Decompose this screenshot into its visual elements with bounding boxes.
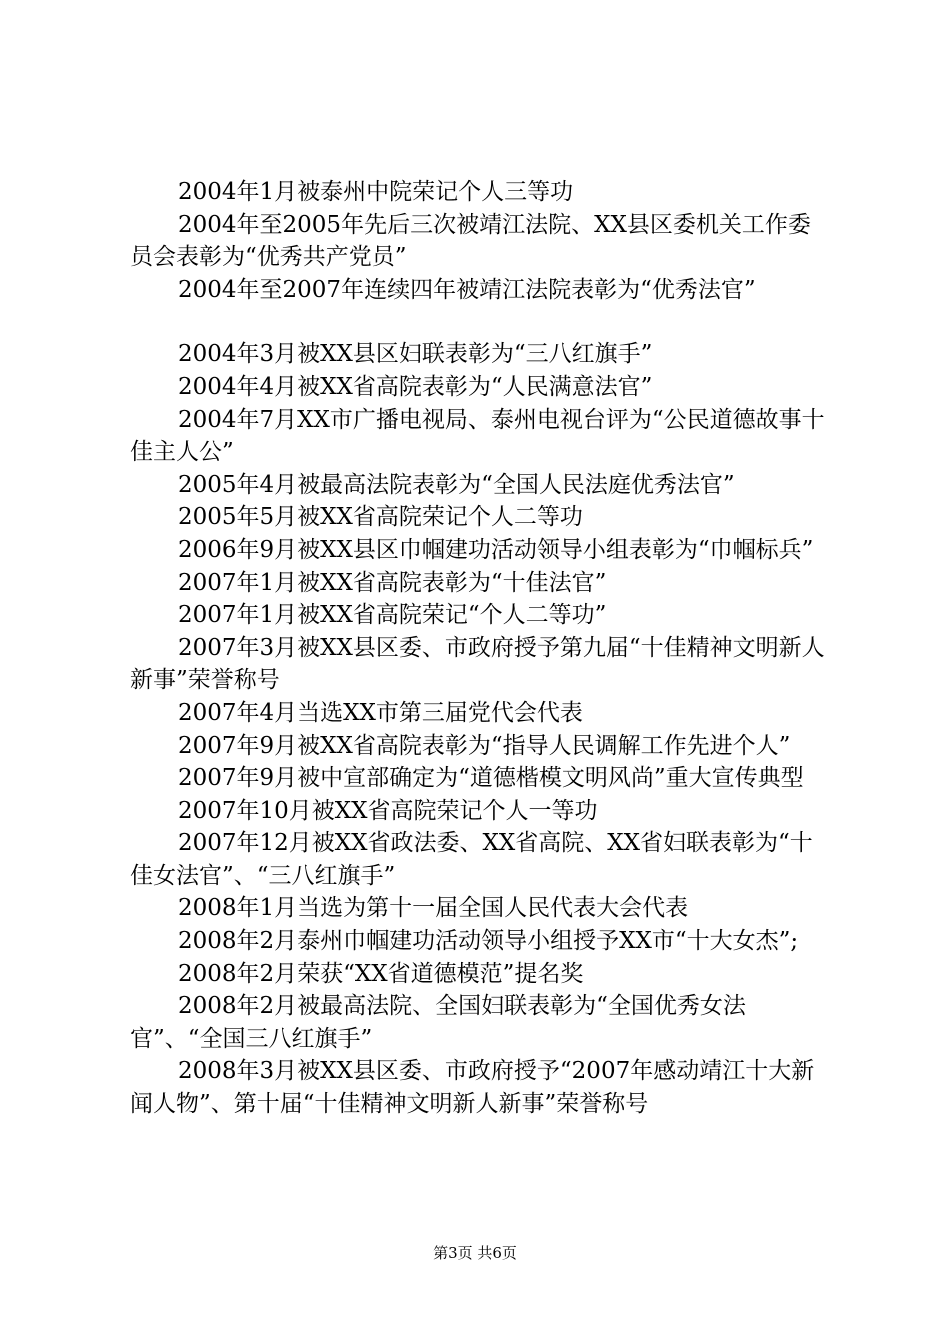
paragraph: 2005年4月被最高法院表彰为“全国人民法庭优秀法官” — [178, 471, 735, 498]
paragraph: 2004年至2005年先后三次被靖江法院、XX县区委机关工作委员会表彰为“优秀共产党员” — [130, 211, 811, 271]
paragraph: 2007年1月被XX省高院表彰为“十佳法官” — [178, 569, 607, 596]
paragraph: 2004年1月被泰州中院荣记个人三等功 — [178, 179, 574, 205]
paragraph: 2008年2月泰州巾帼建功活动领导小组授予XX市“十大女杰”; — [178, 928, 799, 955]
paragraph: 2004年3月被XX县区妇联表彰为“三八红旗手” — [178, 341, 653, 368]
document-body — [130, 176, 832, 1121]
paragraph: 2007年3月被XX县区委、市政府授予第九届“十佳精神文明新人新事”荣誉称号 — [130, 634, 825, 694]
paragraph: 2007年9月被中宣部确定为“道德楷模文明风尚”重大宣传典型 — [178, 765, 804, 792]
paragraph: 2004年至2007年连续四年被靖江法院表彰为“优秀法官” — [178, 276, 756, 303]
paragraph: 2008年1月当选为第十一届全国人民代表大会代表 — [178, 895, 689, 922]
page-number-footer: 第3页 共6页 — [433, 1244, 517, 1262]
paragraph: 2007年10月被XX省高院荣记个人一等功 — [178, 797, 598, 824]
paragraph: 2005年5月被XX省高院荣记个人二等功 — [178, 504, 583, 531]
paragraph: 2008年2月被最高法院、全国妇联表彰为“全国优秀女法官”、“全国三八红旗手” — [130, 993, 746, 1052]
paragraph: 2004年7月XX市广播电视局、泰州电视台评为“公民道德故事十佳主人公” — [130, 406, 825, 466]
paragraph: 2006年9月被XX县区巾帼建功活动领导小组表彰为“巾帼标兵” — [178, 536, 814, 563]
paragraph: 2008年2月荣获“XX省道德模范”提名奖 — [178, 960, 584, 987]
paragraph: 2007年1月被XX省高院荣记“个人二等功” — [178, 602, 607, 629]
paragraph: 2007年9月被XX省高院表彰为“指导人民调解工作先进个人” — [178, 732, 791, 759]
paragraph: 2007年12月被XX省政法委、XX省高院、XX省妇联表彰为“十佳女法官”、“三八红旗手” — [130, 830, 813, 889]
paragraph: 2007年4月当选XX市第三届党代会代表 — [178, 699, 583, 726]
paragraph: 2008年3月被XX县区委、市政府授予“2007年感动靖江十大新闻人物”、第十届“十佳精神文明新人新事”荣誉称号 — [130, 1058, 815, 1118]
paragraph: 2004年4月被XX省高院表彰为“人民满意法官” — [178, 373, 653, 400]
